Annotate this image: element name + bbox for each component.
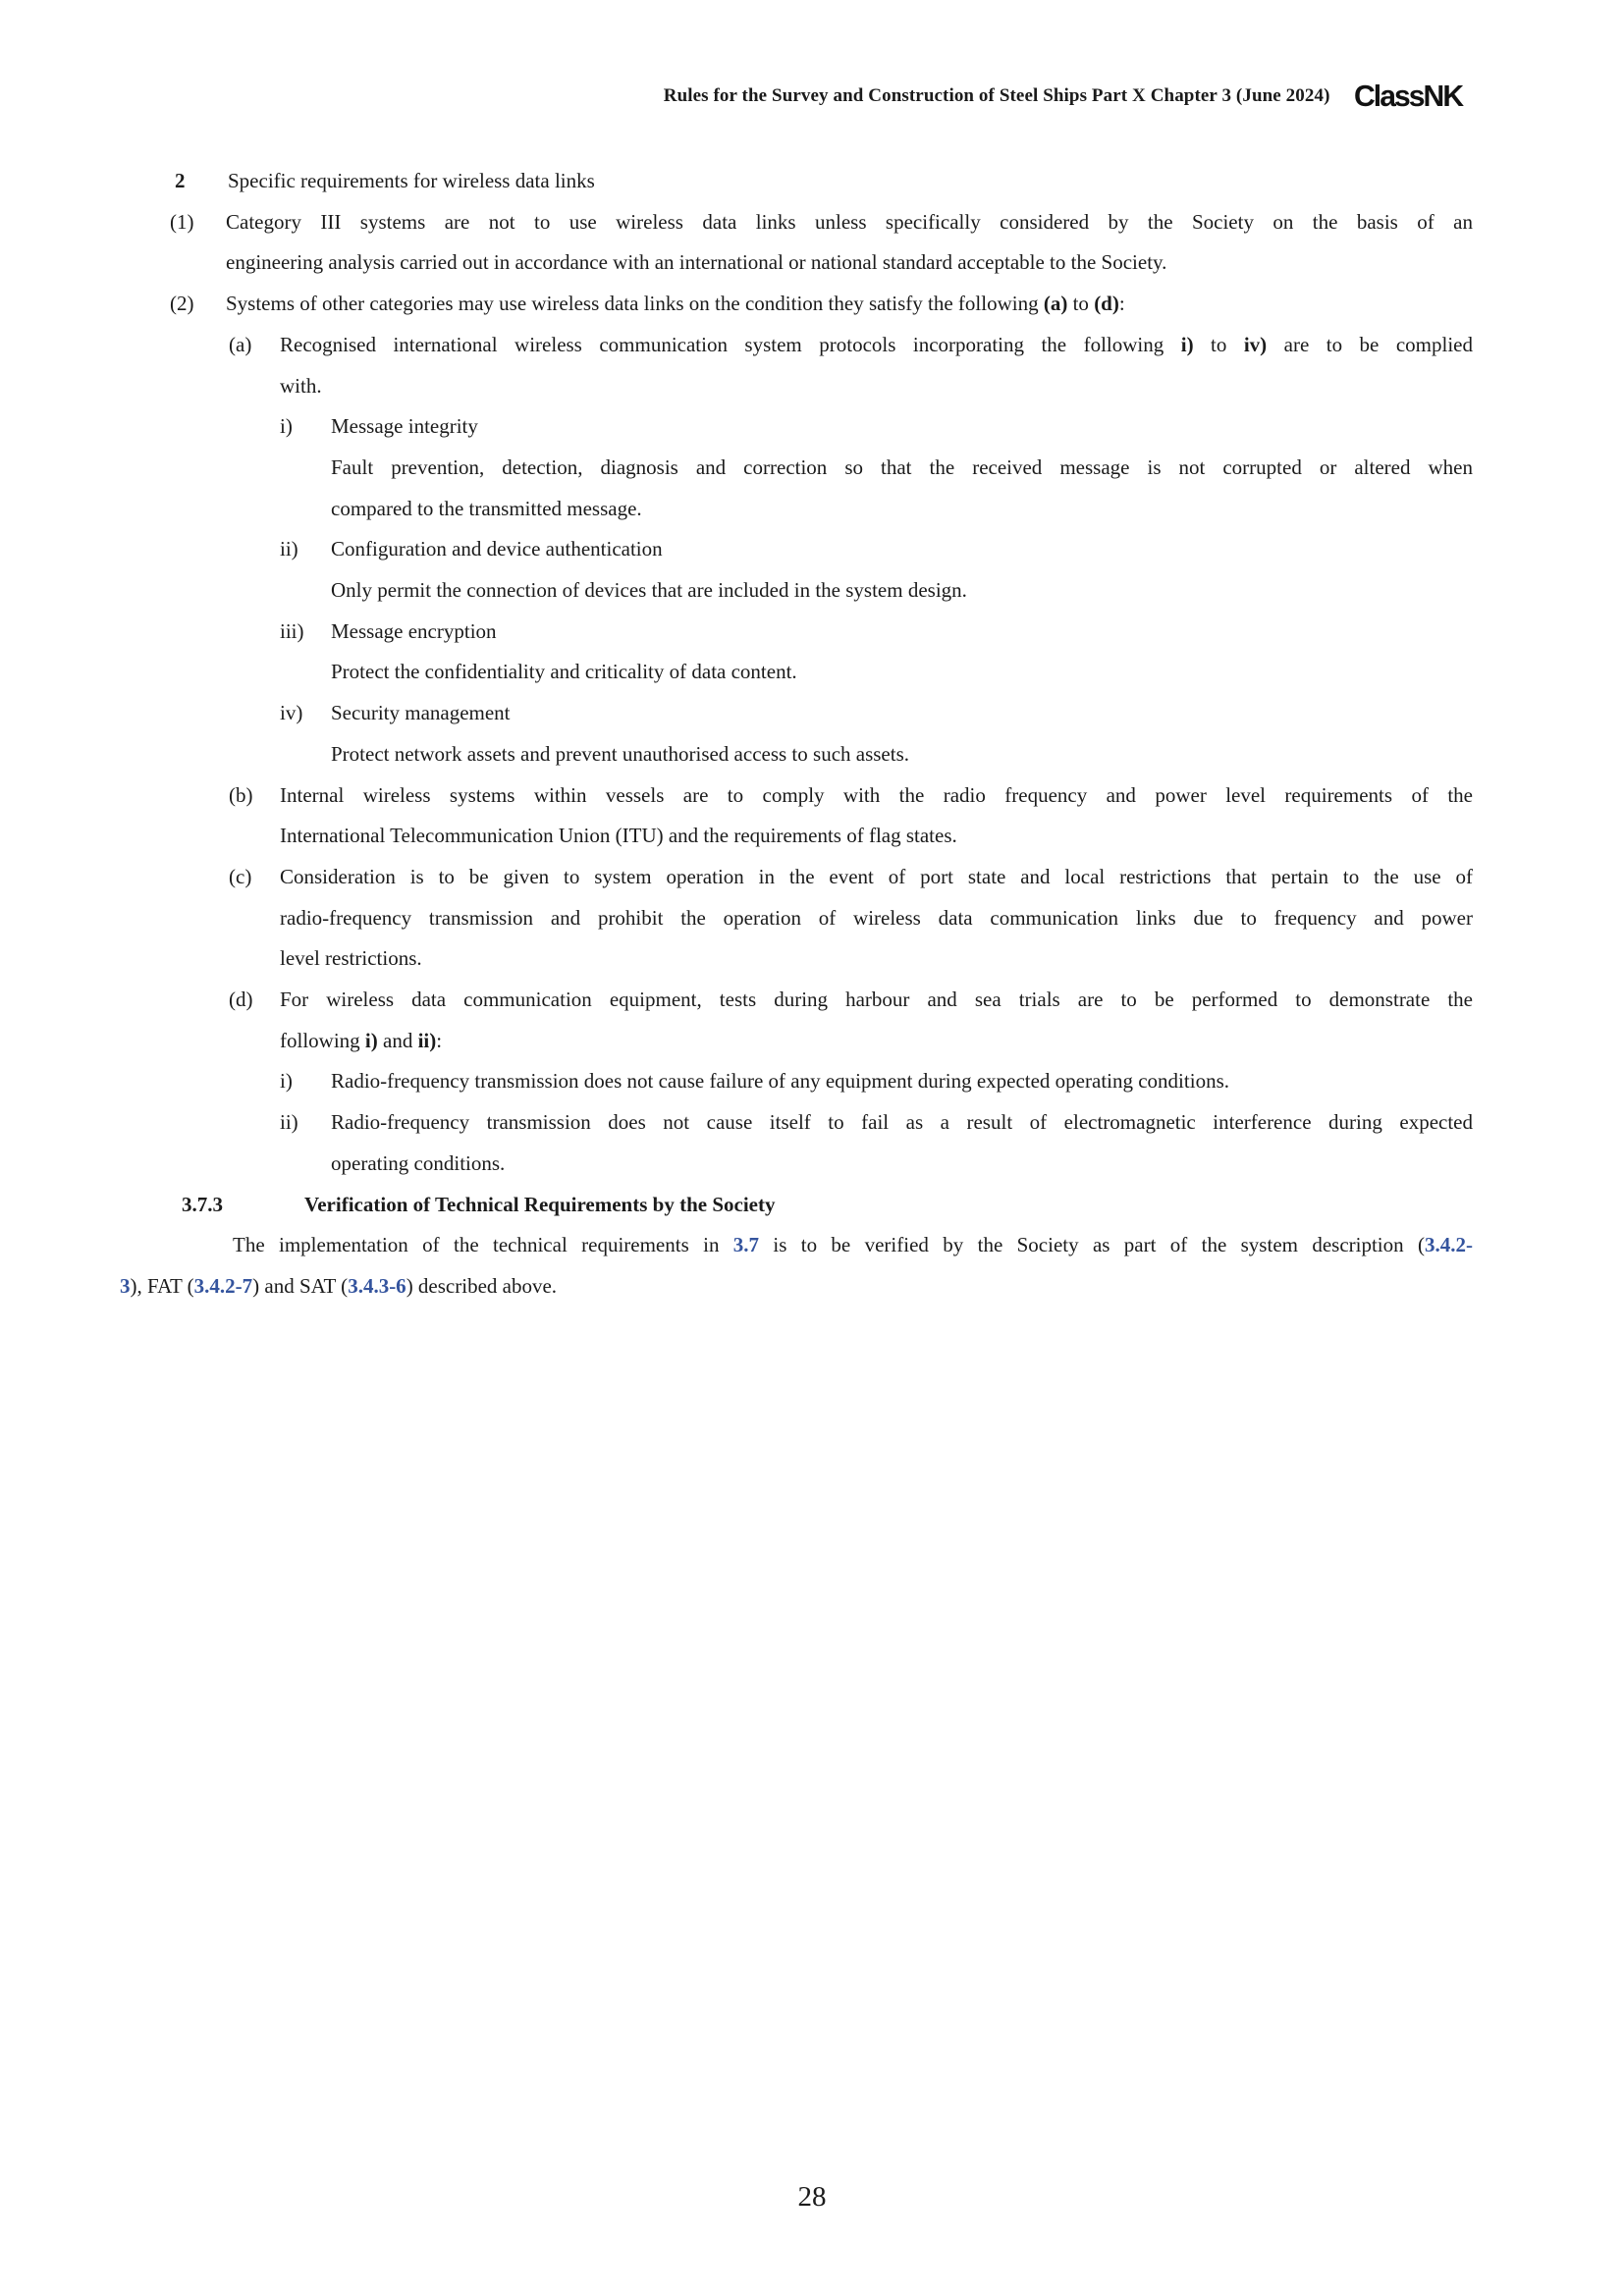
classnk-logo: ClassNK xyxy=(1353,79,1462,113)
text-line: Radio-frequency transmission does not cause failure of any equipment during expected operating conditions. xyxy=(331,1069,1229,1094)
section-3-7-3-number: 3.7.3 xyxy=(182,1192,223,1216)
text-line: Message encryption xyxy=(331,618,497,643)
text-line: Protect network assets and prevent unauthorised access to such assets. xyxy=(331,741,910,766)
item-d-marker: (d) xyxy=(229,988,253,1012)
item-b-marker: (b) xyxy=(229,782,253,807)
bold-ref-a: (a) xyxy=(1043,292,1068,316)
text-line: operating conditions. xyxy=(331,1150,506,1175)
ref-link-3-4-2-3[interactable]: 3 xyxy=(120,1273,131,1298)
bold-ref-i: i) xyxy=(1180,332,1194,356)
text-line: Protect the confidentiality and criticality of data content. xyxy=(331,660,797,684)
text-segment: to xyxy=(1193,332,1244,356)
text-line: Message integrity xyxy=(331,414,478,439)
item-a-iv-row xyxy=(120,693,1473,734)
section-2-number: 2 xyxy=(175,169,186,192)
text-line: International Telecommunication Union (ITU) and the requirements of flag states. xyxy=(280,824,957,848)
text-line: Category III systems are not to use wireless data links unless specifically considered by the Society on the basis of an xyxy=(226,209,1473,234)
item-d-ii-marker: ii) xyxy=(280,1110,298,1135)
item-c-row xyxy=(120,857,1473,898)
text-line: engineering analysis carried out in accordance with an international or national standard acceptable to the Society. xyxy=(226,250,1167,275)
text-line: Security management xyxy=(331,701,511,725)
item-2-row xyxy=(120,284,1473,325)
bold-ref-iv: iv) xyxy=(1243,332,1268,356)
item-d-i-marker: i) xyxy=(280,1069,293,1094)
text-segment: Recognised international wireless communication system protocols incorporating the following xyxy=(280,332,1181,356)
text-segment: : xyxy=(1118,292,1125,316)
item-a-iii-marker: iii) xyxy=(280,618,304,643)
text-segment: following xyxy=(280,1028,365,1052)
item-a-i-marker: i) xyxy=(280,414,293,439)
ref-link-3-7[interactable]: 3.7 xyxy=(732,1233,760,1257)
text-line: Only permit the connection of devices that are included in the system design. xyxy=(331,578,967,603)
doc-body xyxy=(120,161,1473,1308)
ref-link-3-4-2-7[interactable]: 3.4.2-7 xyxy=(193,1273,253,1298)
section-2-heading-row xyxy=(120,161,1473,202)
text-line: level restrictions. xyxy=(280,946,422,971)
item-a-marker: (a) xyxy=(229,332,252,356)
bold-ref-i: i) xyxy=(364,1028,378,1052)
text-segment: ) and SAT ( xyxy=(252,1273,349,1298)
page-number: 28 xyxy=(797,2181,827,2213)
item-2-marker: (2) xyxy=(170,292,194,316)
text-line: compared to the transmitted message. xyxy=(331,496,642,520)
header-title: Rules for the Survey and Construction of Steel Ships Part X Chapter 3 (June 2024) xyxy=(663,85,1330,106)
item-d-ii-row xyxy=(120,1102,1473,1144)
text-line: radio-frequency transmission and prohibit the operation of wireless data communication links due to frequency and power xyxy=(280,905,1473,930)
text-line xyxy=(280,325,1473,366)
text-segment: Systems of other categories may use wireless data links on the condition they satisfy the following xyxy=(226,292,1044,316)
text-line: For wireless data communication equipment, tests during harbour and sea trials are to be performed to demonstrate the xyxy=(280,988,1473,1012)
item-a-row xyxy=(120,325,1473,366)
item-a-iii-row xyxy=(120,612,1473,653)
ref-link-3-4-2[interactable]: 3.4.2- xyxy=(1424,1233,1473,1257)
text-segment: and xyxy=(377,1028,418,1052)
text-segment: are to be complied xyxy=(1267,332,1473,356)
item-a-ii-marker: ii) xyxy=(280,537,298,561)
text-line xyxy=(120,1021,1473,1062)
text-segment: The implementation of the technical requirements in xyxy=(233,1233,733,1257)
item-1-row xyxy=(120,202,1473,243)
text-segment: ), FAT ( xyxy=(130,1273,194,1298)
text-segment: : xyxy=(436,1028,443,1052)
item-1-marker: (1) xyxy=(170,209,194,234)
text-line: Internal wireless systems within vessels are to comply with the radio frequency and power level requirements of the xyxy=(280,782,1473,807)
item-a-ii-row xyxy=(120,529,1473,570)
item-d-row xyxy=(120,980,1473,1021)
text-segment: is to be verified by the Society as part of the system description ( xyxy=(759,1233,1425,1257)
section-3-7-3-heading-row xyxy=(120,1185,1473,1226)
text-line xyxy=(226,284,1473,325)
text-segment: ) described above. xyxy=(406,1273,558,1298)
item-a-i-row xyxy=(120,406,1473,448)
text-line: Radio-frequency transmission does not cause itself to fail as a result of electromagnetic interference during expected xyxy=(331,1110,1473,1135)
bold-ref-ii: ii) xyxy=(417,1028,437,1052)
item-a-iv-marker: iv) xyxy=(280,701,303,725)
closing-paragraph-line-2 xyxy=(120,1266,1473,1308)
item-b-row xyxy=(120,775,1473,817)
section-3-7-3-title: Verification of Technical Requirements by the Society xyxy=(304,1192,776,1216)
item-d-i-row xyxy=(120,1061,1473,1102)
bold-ref-d: (d) xyxy=(1094,292,1119,316)
text-line: with. xyxy=(280,373,322,398)
page-footer xyxy=(0,2181,1624,2214)
doc-header xyxy=(120,79,1465,114)
text-line: Configuration and device authentication xyxy=(331,537,663,561)
text-line: Fault prevention, detection, diagnosis and correction so that the received message is not corrupted or altered when xyxy=(331,454,1473,479)
closing-paragraph-line-1 xyxy=(120,1225,1473,1266)
section-2-title: Specific requirements for wireless data links xyxy=(228,169,595,192)
text-segment: to xyxy=(1067,292,1095,316)
item-c-marker: (c) xyxy=(229,864,252,888)
ref-link-3-4-3-6[interactable]: 3.4.3-6 xyxy=(348,1273,406,1298)
text-line: Consideration is to be given to system operation in the event of port state and local restrictions that pertain to the use of xyxy=(280,864,1473,888)
